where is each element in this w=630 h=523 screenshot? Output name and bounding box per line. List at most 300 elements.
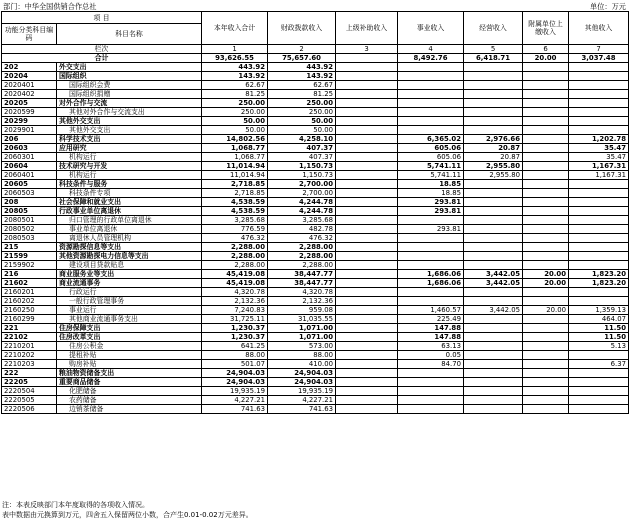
- row-code: 20604: [2, 162, 57, 171]
- row-value: 3,442.05: [464, 270, 523, 279]
- table-row: [2, 288, 629, 297]
- table-row: [2, 108, 629, 117]
- row-name: 科技条件专项: [57, 189, 202, 198]
- row-name: 商业服务业等支出: [57, 270, 202, 279]
- row-code: 2210202: [2, 351, 57, 360]
- row-value: 4,538.59: [202, 207, 268, 216]
- row-code: 2160250: [2, 306, 57, 315]
- row-value: 641.25: [202, 342, 268, 351]
- row-name: 国际组织捐赠: [57, 90, 202, 99]
- row-value: 2,700.00: [268, 189, 336, 198]
- row-value: [398, 387, 464, 396]
- row-code: 2020401: [2, 81, 57, 90]
- row-value: [569, 252, 629, 261]
- row-value: [336, 342, 398, 351]
- table-row: [2, 216, 629, 225]
- row-value: [569, 72, 629, 81]
- column-number: 5: [464, 45, 523, 54]
- row-value: 1,686.06: [398, 279, 464, 288]
- row-value: 35.47: [569, 153, 629, 162]
- row-value: 88.00: [268, 351, 336, 360]
- row-name: 提租补贴: [57, 351, 202, 360]
- row-value: [523, 81, 569, 90]
- row-code: 215: [2, 243, 57, 252]
- row-value: [569, 99, 629, 108]
- row-value: 3,285.68: [202, 216, 268, 225]
- row-value: [464, 324, 523, 333]
- row-value: 2,718.85: [202, 189, 268, 198]
- row-value: [464, 216, 523, 225]
- row-value: 443.92: [268, 63, 336, 72]
- row-value: [523, 108, 569, 117]
- row-value: 11,014.94: [202, 162, 268, 171]
- table-row: [2, 297, 629, 306]
- row-value: 19,935.19: [268, 387, 336, 396]
- row-code: 221: [2, 324, 57, 333]
- row-code: 2020599: [2, 108, 57, 117]
- row-value: 1,068.77: [202, 144, 268, 153]
- row-value: 2,955.80: [464, 162, 523, 171]
- row-value: [336, 324, 398, 333]
- total-value: [336, 54, 398, 63]
- table-row: [2, 207, 629, 216]
- column-number: 4: [398, 45, 464, 54]
- row-value: [336, 63, 398, 72]
- table-row: [2, 180, 629, 189]
- total-value: 93,626.55: [202, 54, 268, 63]
- row-value: 31,725.11: [202, 315, 268, 324]
- row-value: [336, 396, 398, 405]
- row-value: [398, 234, 464, 243]
- row-name: 事业运行: [57, 306, 202, 315]
- row-value: [398, 288, 464, 297]
- row-value: [336, 216, 398, 225]
- row-value: [569, 216, 629, 225]
- row-value: [464, 288, 523, 297]
- row-value: [523, 297, 569, 306]
- row-code: 20204: [2, 72, 57, 81]
- row-name: 机构运行: [57, 171, 202, 180]
- row-value: 2,132.36: [202, 297, 268, 306]
- row-value: [336, 72, 398, 81]
- table-row: [2, 315, 629, 324]
- row-value: [523, 243, 569, 252]
- row-value: [569, 90, 629, 99]
- row-value: 50.00: [202, 117, 268, 126]
- row-name: 资源勘探信息等支出: [57, 243, 202, 252]
- row-value: 1,230.37: [202, 333, 268, 342]
- row-value: [569, 63, 629, 72]
- row-value: 6,365.02: [398, 135, 464, 144]
- row-value: 2,288.00: [268, 243, 336, 252]
- column-number: 2: [268, 45, 336, 54]
- table-row: [2, 90, 629, 99]
- row-value: 1,150.73: [268, 171, 336, 180]
- table-row: [2, 333, 629, 342]
- table-row: [2, 72, 629, 81]
- row-value: [523, 189, 569, 198]
- row-value: [523, 153, 569, 162]
- row-value: [398, 297, 464, 306]
- row-value: 2,288.00: [202, 243, 268, 252]
- row-value: 741.63: [202, 405, 268, 414]
- row-value: 5,741.11: [398, 171, 464, 180]
- row-value: [464, 198, 523, 207]
- row-value: 35.47: [569, 144, 629, 153]
- row-value: [398, 108, 464, 117]
- row-value: [464, 126, 523, 135]
- row-value: [523, 342, 569, 351]
- row-value: 2,288.00: [268, 261, 336, 270]
- row-name: 重要商品储备: [57, 378, 202, 387]
- row-value: [464, 387, 523, 396]
- row-value: 63.13: [398, 342, 464, 351]
- row-value: 741.63: [268, 405, 336, 414]
- row-value: [464, 81, 523, 90]
- table-row: [2, 81, 629, 90]
- department-prefix: 部门：: [3, 2, 25, 11]
- row-name: 其他外交支出: [57, 126, 202, 135]
- row-value: 573.00: [268, 342, 336, 351]
- row-value: [569, 378, 629, 387]
- row-value: 1,230.37: [202, 324, 268, 333]
- row-value: [336, 126, 398, 135]
- row-value: 407.37: [268, 153, 336, 162]
- row-value: [464, 99, 523, 108]
- row-value: 38,447.77: [268, 279, 336, 288]
- row-value: [398, 81, 464, 90]
- row-name: 技术研究与开发: [57, 162, 202, 171]
- row-value: [464, 225, 523, 234]
- row-value: 24,904.03: [202, 369, 268, 378]
- row-value: 143.92: [202, 72, 268, 81]
- row-value: 410.00: [268, 360, 336, 369]
- row-value: 407.37: [268, 144, 336, 153]
- row-code: 20805: [2, 207, 57, 216]
- row-value: [464, 360, 523, 369]
- row-value: [336, 198, 398, 207]
- row-value: 24,904.03: [202, 378, 268, 387]
- row-code: 2220504: [2, 387, 57, 396]
- row-value: [569, 261, 629, 270]
- row-value: 24,904.03: [268, 369, 336, 378]
- footnote-1: 注：本表反映部门本年度取得的各项收入情况。: [2, 501, 149, 509]
- table-row: [2, 405, 629, 414]
- column-number: 7: [569, 45, 629, 54]
- row-value: [336, 360, 398, 369]
- row-value: 1,167.31: [569, 171, 629, 180]
- row-code: 22205: [2, 378, 57, 387]
- row-value: 5.13: [569, 342, 629, 351]
- row-value: [336, 153, 398, 162]
- row-value: [523, 405, 569, 414]
- row-value: [464, 90, 523, 99]
- row-value: [336, 162, 398, 171]
- row-value: 143.92: [268, 72, 336, 81]
- table-row: [2, 351, 629, 360]
- total-value: 3,037.48: [569, 54, 629, 63]
- row-value: 2,955.80: [464, 171, 523, 180]
- table-row: [2, 360, 629, 369]
- row-value: 147.88: [398, 333, 464, 342]
- row-value: 20.00: [523, 306, 569, 315]
- row-value: 11.50: [569, 324, 629, 333]
- row-value: 3,442.05: [464, 279, 523, 288]
- row-value: [523, 225, 569, 234]
- income-table: [1, 11, 629, 414]
- row-value: 20.00: [523, 270, 569, 279]
- table-row: [2, 306, 629, 315]
- row-value: 19,935.19: [202, 387, 268, 396]
- row-value: 3,442.05: [464, 306, 523, 315]
- table-row: [2, 117, 629, 126]
- row-name: 其他对外合作与交流支出: [57, 108, 202, 117]
- row-value: 20.87: [464, 144, 523, 153]
- row-code: 2159902: [2, 261, 57, 270]
- header-subsidy: 上级补助收入: [336, 12, 398, 45]
- row-value: 24,904.03: [268, 378, 336, 387]
- row-code: 2080502: [2, 225, 57, 234]
- row-value: 4,244.78: [268, 198, 336, 207]
- row-value: [398, 261, 464, 270]
- row-value: [336, 369, 398, 378]
- row-value: [523, 99, 569, 108]
- row-value: [336, 207, 398, 216]
- table-row: [2, 126, 629, 135]
- table-row: [2, 261, 629, 270]
- row-value: [336, 81, 398, 90]
- row-value: [464, 342, 523, 351]
- row-code: 20605: [2, 180, 57, 189]
- row-value: 1,150.73: [268, 162, 336, 171]
- row-value: 81.25: [268, 90, 336, 99]
- row-value: [523, 180, 569, 189]
- row-value: [464, 117, 523, 126]
- row-name: 住房改革支出: [57, 333, 202, 342]
- row-value: [523, 387, 569, 396]
- header-operating: 经营收入: [464, 12, 523, 45]
- row-value: [523, 90, 569, 99]
- row-value: [464, 405, 523, 414]
- row-value: [523, 324, 569, 333]
- row-value: 45,419.08: [202, 270, 268, 279]
- row-value: [464, 297, 523, 306]
- row-value: 476.32: [202, 234, 268, 243]
- row-value: 464.07: [569, 315, 629, 324]
- row-name: 国际组织: [57, 72, 202, 81]
- row-value: 11.50: [569, 333, 629, 342]
- row-value: [569, 351, 629, 360]
- row-value: [336, 99, 398, 108]
- row-value: [569, 108, 629, 117]
- row-value: 605.06: [398, 144, 464, 153]
- row-value: 7,240.83: [202, 306, 268, 315]
- header-project: 项 目: [2, 12, 202, 24]
- row-value: [336, 288, 398, 297]
- row-value: [523, 378, 569, 387]
- row-value: [523, 333, 569, 342]
- row-name: 行政事业单位离退休: [57, 207, 202, 216]
- row-code: 20205: [2, 99, 57, 108]
- row-code: 2160299: [2, 315, 57, 324]
- row-value: [336, 90, 398, 99]
- header-code: 功能分类科目编码: [2, 24, 57, 45]
- row-name: 住房公积金: [57, 342, 202, 351]
- row-name: 建设项目贷款贴息: [57, 261, 202, 270]
- row-code: 2160202: [2, 297, 57, 306]
- row-value: [523, 117, 569, 126]
- row-name: 科技条件与服务: [57, 180, 202, 189]
- row-code: 2220505: [2, 396, 57, 405]
- row-value: 1,202.78: [569, 135, 629, 144]
- table-row: [2, 144, 629, 153]
- table-row: [2, 198, 629, 207]
- header-name: 科目名称: [57, 24, 202, 45]
- row-value: [336, 243, 398, 252]
- row-code: 20299: [2, 117, 57, 126]
- row-value: 2,976.66: [464, 135, 523, 144]
- row-value: 20.00: [523, 279, 569, 288]
- row-value: [336, 225, 398, 234]
- table-row: [2, 387, 629, 396]
- row-value: [464, 180, 523, 189]
- table-row: [2, 135, 629, 144]
- row-value: [569, 81, 629, 90]
- row-value: 1,167.31: [569, 162, 629, 171]
- row-value: [569, 126, 629, 135]
- table-row: [2, 63, 629, 72]
- row-value: [336, 351, 398, 360]
- row-value: [523, 216, 569, 225]
- row-value: [569, 180, 629, 189]
- row-value: 1,823.20: [569, 270, 629, 279]
- table-row: [2, 171, 629, 180]
- row-value: [569, 207, 629, 216]
- row-value: [569, 297, 629, 306]
- row-value: [569, 387, 629, 396]
- row-value: 2,700.00: [268, 180, 336, 189]
- table-row: [2, 396, 629, 405]
- row-name: 农药储备: [57, 396, 202, 405]
- row-value: 3,285.68: [268, 216, 336, 225]
- table-row: [2, 369, 629, 378]
- row-value: 18.85: [398, 180, 464, 189]
- row-value: [464, 63, 523, 72]
- row-value: [523, 63, 569, 72]
- row-code: 206: [2, 135, 57, 144]
- row-value: [336, 306, 398, 315]
- row-code: 2220506: [2, 405, 57, 414]
- row-value: [464, 315, 523, 324]
- row-value: [523, 261, 569, 270]
- row-name: 一般行政管理事务: [57, 297, 202, 306]
- row-value: [398, 369, 464, 378]
- row-value: [336, 279, 398, 288]
- row-value: 293.81: [398, 207, 464, 216]
- row-value: [398, 63, 464, 72]
- row-value: 38,447.77: [268, 270, 336, 279]
- row-value: [464, 72, 523, 81]
- row-value: 2,288.00: [202, 252, 268, 261]
- row-value: [336, 108, 398, 117]
- row-value: 4,538.59: [202, 198, 268, 207]
- table-row: [2, 324, 629, 333]
- row-value: 4,227.21: [268, 396, 336, 405]
- table-row: [2, 270, 629, 279]
- row-code: 21602: [2, 279, 57, 288]
- row-value: [523, 135, 569, 144]
- row-name: 应用研究: [57, 144, 202, 153]
- row-value: [523, 351, 569, 360]
- row-value: [336, 270, 398, 279]
- row-value: [398, 252, 464, 261]
- row-value: 4,320.78: [268, 288, 336, 297]
- row-value: [336, 261, 398, 270]
- row-value: [523, 234, 569, 243]
- row-value: [523, 315, 569, 324]
- row-value: [523, 396, 569, 405]
- row-value: [569, 288, 629, 297]
- row-value: [336, 405, 398, 414]
- row-value: 1,823.20: [569, 279, 629, 288]
- column-number: 3: [336, 45, 398, 54]
- row-value: [464, 207, 523, 216]
- row-value: 2,718.85: [202, 180, 268, 189]
- row-value: [523, 369, 569, 378]
- column-number-label: 栏次: [2, 45, 202, 54]
- row-value: [464, 351, 523, 360]
- row-name: 对外合作与交流: [57, 99, 202, 108]
- row-code: 22102: [2, 333, 57, 342]
- row-code: 2060401: [2, 171, 57, 180]
- row-name: 其他外交支出: [57, 117, 202, 126]
- row-value: [398, 396, 464, 405]
- row-value: [523, 198, 569, 207]
- row-value: 84.70: [398, 360, 464, 369]
- row-value: [336, 387, 398, 396]
- table-row: [2, 243, 629, 252]
- row-value: 250.00: [268, 99, 336, 108]
- row-value: 11,014.94: [202, 171, 268, 180]
- row-code: 2029901: [2, 126, 57, 135]
- total-value: 20.00: [523, 54, 569, 63]
- row-value: [398, 90, 464, 99]
- row-value: 4,227.21: [202, 396, 268, 405]
- column-number: 6: [523, 45, 569, 54]
- row-value: 250.00: [268, 108, 336, 117]
- table-row: [2, 234, 629, 243]
- row-value: [464, 243, 523, 252]
- row-value: [569, 405, 629, 414]
- row-value: [336, 252, 398, 261]
- row-name: 外交支出: [57, 63, 202, 72]
- row-value: 1,071.00: [268, 324, 336, 333]
- row-value: 50.00: [268, 117, 336, 126]
- row-value: 2,132.36: [268, 297, 336, 306]
- row-value: [569, 117, 629, 126]
- row-value: 2,288.00: [202, 261, 268, 270]
- row-code: 2210203: [2, 360, 57, 369]
- row-value: [523, 288, 569, 297]
- row-value: 6.37: [569, 360, 629, 369]
- department-label: [3, 2, 96, 11]
- row-name: 离退休人员管理机构: [57, 234, 202, 243]
- row-value: [523, 144, 569, 153]
- table-row: [2, 252, 629, 261]
- table-row: [2, 162, 629, 171]
- row-code: 2160201: [2, 288, 57, 297]
- row-name: 其他商业流通事务支出: [57, 315, 202, 324]
